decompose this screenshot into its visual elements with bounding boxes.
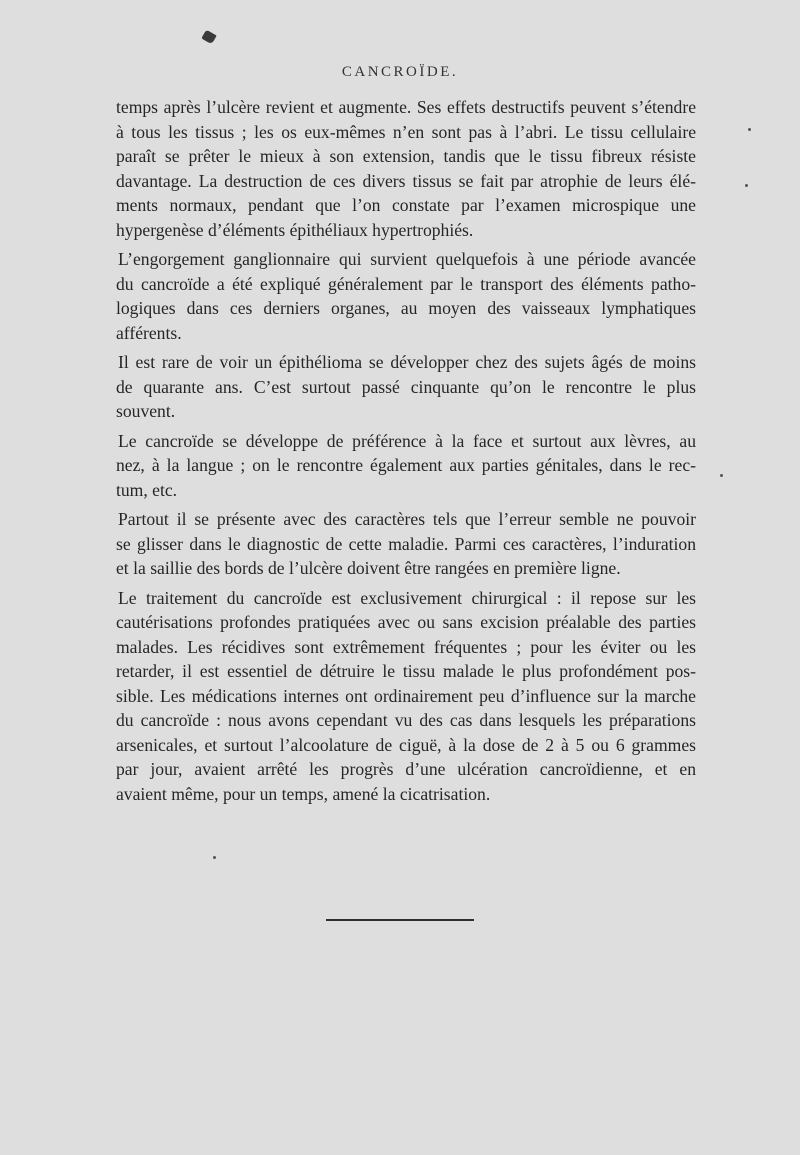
paragraph (116, 247, 696, 345)
text-line: sible. Les médications internes ont ordinairement peu d’influence sur la marche (116, 685, 696, 706)
text-line: tum, etc. (116, 479, 178, 500)
text-line: afférents. (116, 322, 182, 343)
text-line: temps après l’ulcère revient et augmente. Ses effets destructifs peuvent s’étendre (116, 97, 696, 117)
paper-speck (720, 474, 723, 477)
text-line: hypergenèse d’éléments épithéliaux hypertrophiés. (116, 219, 474, 240)
text-line: Le traitement du cancroïde est exclusivement chirurgical : il repose sur les (118, 587, 696, 608)
paper-speck (748, 128, 751, 131)
text-line: Partout il se présente avec des caractères tels que l’erreur semble ne pouvoir (118, 509, 696, 529)
text-line: du cancroïde a été expliqué généralement par le transport des éléments patho- (116, 273, 696, 294)
end-rule (326, 919, 474, 921)
text-line: nez, à la langue ; on le rencontre également aux parties génitales, dans le rec- (116, 455, 696, 475)
text-line: du cancroïde : nous avons cependant vu des cas dans lesquels les préparations (116, 710, 696, 730)
text-line: arsenicales, et surtout l’alcoolature de ciguë, à la dose de 2 à 5 ou 6 grammes (116, 734, 696, 755)
paragraph (116, 95, 696, 242)
text-line: logiques dans ces derniers organes, au moyen des vaisseaux lymphatiques (116, 298, 696, 318)
ink-blot-mark (201, 30, 216, 45)
body-text (116, 95, 696, 806)
paper-speck (745, 184, 748, 187)
text-line: Le cancroïde se développe de préférence à la face et surtout aux lèvres, au (118, 430, 696, 451)
text-line: par jour, avaient arrêté les progrès d’une ulcération cancroïdienne, et en (116, 759, 696, 779)
text-line: cautérisations profondes pratiquées avec ou sans excision préalable des parties (116, 612, 696, 632)
text-line: Il est rare de voir un épithélioma se développer chez des sujets âgés de moins (118, 352, 696, 372)
text-line: retarder, il est essentiel de détruire le tissu malade le plus profondément pos- (116, 661, 696, 681)
paragraph (116, 429, 696, 503)
paragraph (116, 507, 696, 581)
running-header: CANCROÏDE. (341, 64, 459, 80)
text-line: souvent. (116, 401, 176, 421)
text-line: et la saillie des bords de l’ulcère doivent être rangées en première ligne. (116, 558, 621, 578)
paragraph (116, 586, 696, 807)
text-line: ments normaux, pendant que l’on constate par l’examen microspique une (116, 195, 696, 215)
text-line: paraît se prêter le mieux à son extension, tandis que le tissu fibreux résiste (116, 146, 696, 166)
text-line: de quarante ans. C’est surtout passé cinquante qu’on le rencontre le plus (116, 376, 696, 397)
text-line: L’engorgement ganglionnaire qui survient quelquefois à une période avancée (118, 249, 696, 269)
paragraph (116, 350, 696, 424)
text-line: malades. Les récidives sont extrêmement fréquentes ; pour les éviter ou les (116, 636, 696, 657)
text-line: à tous les tissus ; les os eux-mêmes n’en sont pas à l’abri. Le tissu cellulaire (116, 121, 696, 142)
paper-speck (213, 856, 216, 859)
text-line: avaient même, pour un temps, amené la cicatrisation. (116, 783, 491, 804)
text-line: davantage. La destruction de ces divers tissus se fait par atrophie de leurs élé- (116, 170, 696, 191)
text-line: se glisser dans le diagnostic de cette maladie. Parmi ces caractères, l’induration (116, 533, 696, 554)
